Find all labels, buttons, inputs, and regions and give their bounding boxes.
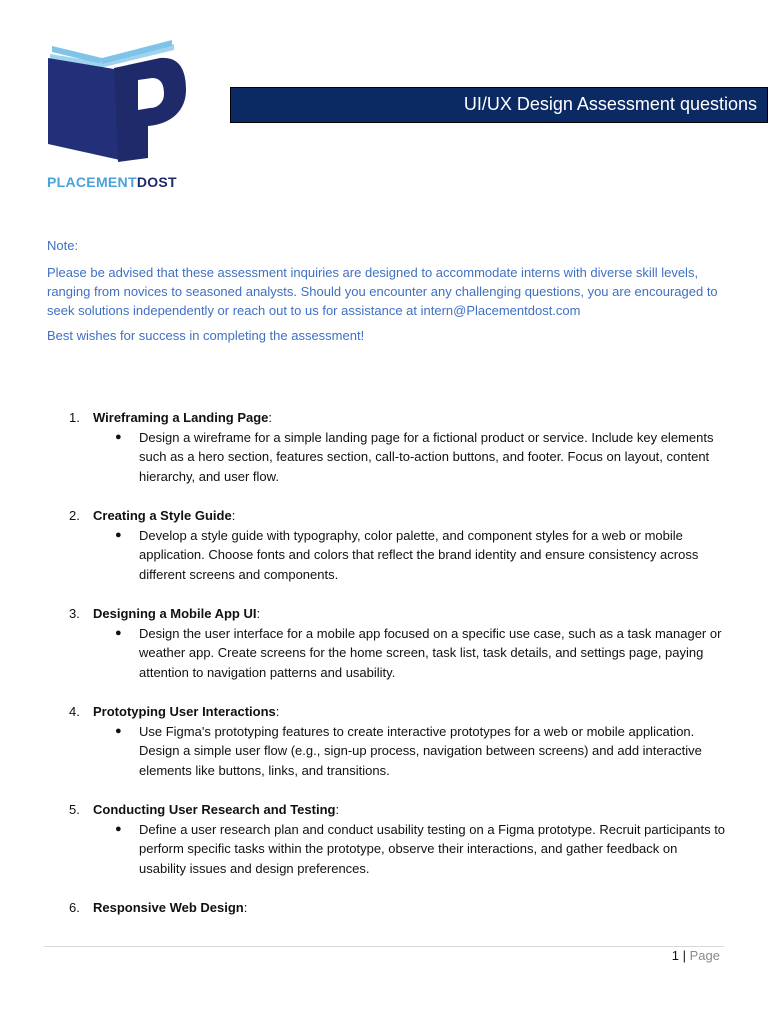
question-heading bbox=[93, 408, 727, 428]
question-colon: : bbox=[256, 606, 261, 621]
question-number: 3. bbox=[69, 606, 80, 621]
question-title: Conducting User Research and Testing bbox=[93, 802, 336, 817]
question-title: Wireframing a Landing Page bbox=[93, 410, 269, 425]
placementdost-logo bbox=[44, 40, 194, 195]
question-detail bbox=[115, 624, 727, 683]
question-colon: : bbox=[268, 410, 273, 425]
bullet-icon: ● bbox=[115, 822, 122, 835]
question-colon: : bbox=[275, 704, 280, 719]
question-heading bbox=[93, 800, 727, 820]
question-detail-text: Use Figma's prototyping features to create interactive prototypes for a web or mobile application. Design a simple user flow (e.g., sign-up process, navigation between screens) and add interactive elements like buttons, links, and transitions. bbox=[139, 723, 702, 778]
question-colon: : bbox=[231, 508, 236, 523]
note-wish: Best wishes for success in completing the assessment! bbox=[47, 328, 365, 343]
page-separator: | bbox=[682, 948, 686, 963]
question-heading bbox=[93, 604, 727, 624]
brand-name bbox=[47, 174, 177, 190]
question-item bbox=[47, 800, 727, 878]
question-title: Creating a Style Guide bbox=[93, 508, 232, 523]
book-p-logo-icon bbox=[44, 40, 194, 170]
question-title: Designing a Mobile App UI bbox=[93, 606, 257, 621]
question-item bbox=[47, 898, 727, 918]
note-body: Please be advised that these assessment inquiries are designed to accommodate interns with diverse skill levels, ranging from novices to seasoned analysts. Should you encounter any challenging questions, you are encouraged to seek solutions independently or reach out to us for assistance at intern@Placementdost.com bbox=[47, 265, 718, 318]
page-number bbox=[672, 948, 720, 963]
bullet-icon: ● bbox=[115, 724, 122, 737]
question-heading bbox=[93, 506, 727, 526]
question-title: Responsive Web Design bbox=[93, 900, 244, 915]
bullet-icon: ● bbox=[115, 626, 122, 639]
note-label: Note: bbox=[47, 238, 79, 253]
question-number: 2. bbox=[69, 508, 80, 523]
question-detail bbox=[115, 722, 727, 781]
page-label: Page bbox=[689, 948, 720, 963]
question-number: 5. bbox=[69, 802, 80, 817]
title-bar bbox=[230, 87, 768, 123]
question-item bbox=[47, 604, 727, 682]
bullet-icon: ● bbox=[115, 430, 122, 443]
question-list bbox=[47, 408, 727, 938]
question-item bbox=[47, 408, 727, 486]
question-detail bbox=[115, 428, 727, 487]
question-colon: : bbox=[335, 802, 340, 817]
question-title: Prototyping User Interactions bbox=[93, 704, 276, 719]
question-heading bbox=[93, 702, 727, 722]
question-number: 4. bbox=[69, 704, 80, 719]
brand-name-part2: DOST bbox=[136, 174, 177, 190]
question-heading bbox=[93, 898, 727, 918]
question-detail-text: Define a user research plan and conduct usability testing on a Figma prototype. Recruit participants to perform specific tasks within the prototype, observe their interactions, and gather feedback on usability issues and design preferences. bbox=[139, 821, 726, 876]
footer-divider bbox=[44, 946, 724, 947]
question-detail-text: Design the user interface for a mobile app focused on a specific use case, such as a task manager or weather app. Create screens for the home screen, task list, task details, and settings page, paying attention to navigation patterns and usability. bbox=[139, 625, 722, 680]
brand-name-part1: PLACEMENT bbox=[47, 174, 137, 190]
question-item bbox=[47, 702, 727, 780]
question-detail-text: Design a wireframe for a simple landing page for a fictional product or service. Include key elements such as a hero section, features section, call-to-action buttons, and footer. Focus on layout, content hierarchy, and user flow. bbox=[139, 429, 714, 484]
question-number: 6. bbox=[69, 900, 80, 915]
question-number: 1. bbox=[69, 410, 80, 425]
question-detail-text: Develop a style guide with typography, color palette, and component styles for a web or mobile application. Choose fonts and colors that reflect the brand identity and ensure consistency across different screens and components. bbox=[139, 527, 699, 582]
question-item bbox=[47, 506, 727, 584]
question-detail bbox=[115, 526, 727, 585]
page-title: UI/UX Design Assessment questions bbox=[463, 94, 757, 114]
question-colon: : bbox=[243, 900, 248, 915]
question-detail bbox=[115, 820, 727, 879]
bullet-icon: ● bbox=[115, 528, 122, 541]
page-number-value: 1 bbox=[671, 948, 679, 963]
